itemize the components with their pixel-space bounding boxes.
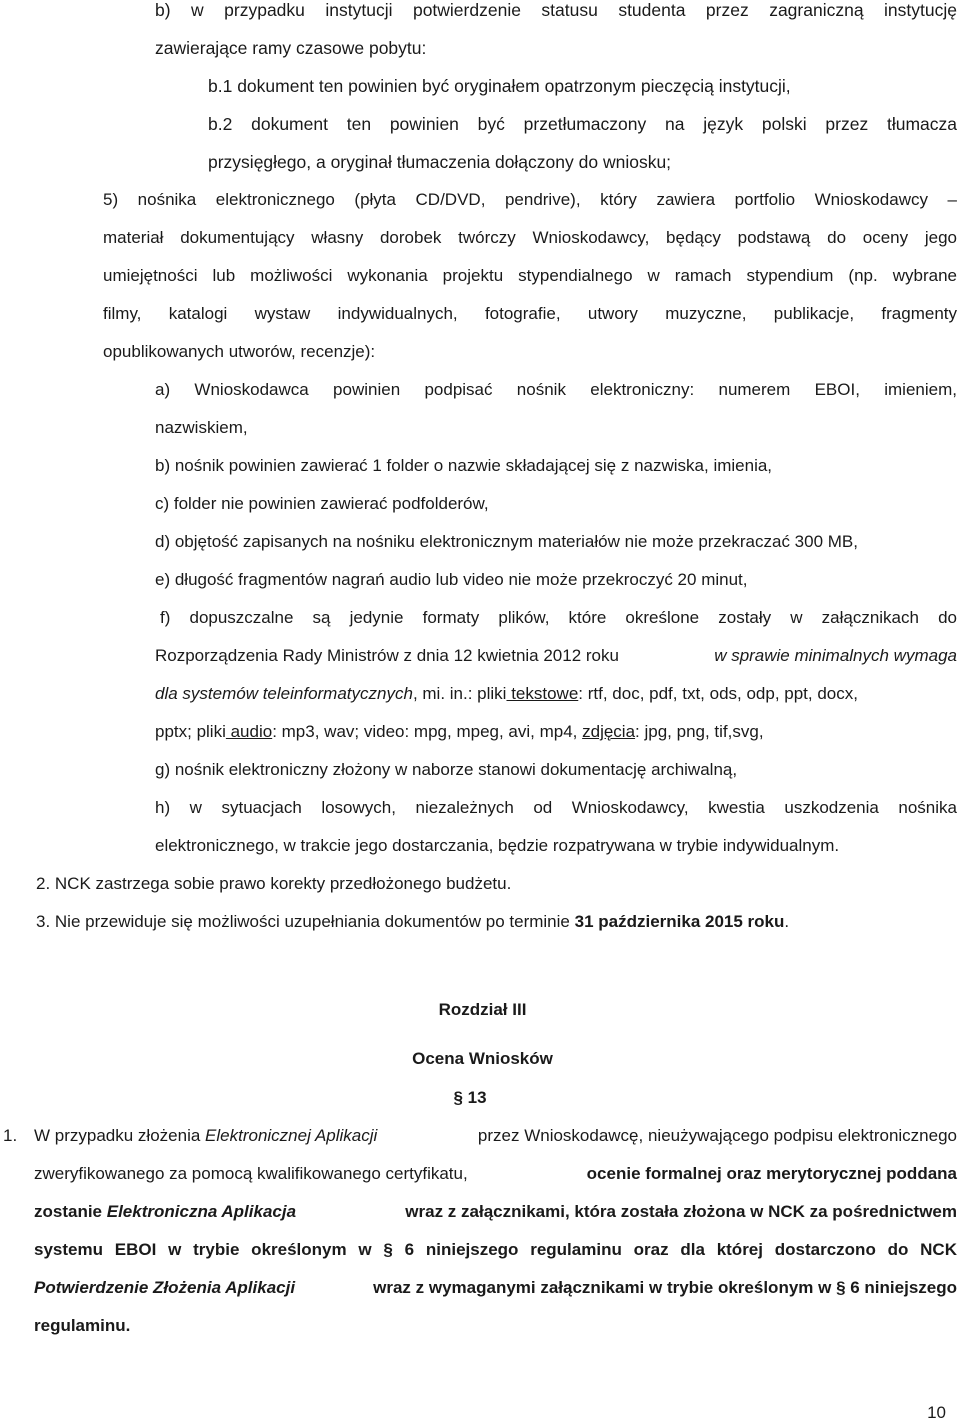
- item-b2-line1: b.2 dokument ten powinien być przetłumaczony na język polski przez tłumacza: [208, 114, 957, 134]
- item-5f-line3: [155, 682, 957, 706]
- section13-intro-text: W przypadku złożenia: [34, 1126, 206, 1145]
- electronic-application-term-2: Elektroniczna Aplikacja: [106, 1202, 297, 1221]
- section13-line5: [34, 1276, 957, 1300]
- item-5d: d) objętość zapisanych na nośniku elektronicznym materiałów nie może przekraczać 300 MB,: [155, 532, 858, 551]
- section-heading: § 13: [453, 1088, 487, 1107]
- item-5h-line1: h) w sytuacjach losowych, niezależnych od Wnioskodawcy, kwestia uszkodzenia nośnika: [155, 798, 957, 817]
- section13-line2-bold: ocenie formalnej oraz merytorycznej poddana: [586, 1164, 957, 1183]
- item-5h-line2: elektronicznego, w trakcie jego dostarczania, będzie rozpatrywana w trybie indywidualnym.: [155, 836, 840, 855]
- section13-line3-rest: wraz z załącznikami, która została złożona w NCK za pośrednictwem: [400, 1202, 957, 1221]
- item-5f-line1: f) dopuszczalne są jedynie formaty plików, które określone zostały w załącznikach do: [160, 608, 957, 627]
- item-2: 2. NCK zastrzega sobie prawo korekty przedłożonego budżetu.: [36, 874, 512, 893]
- section13-line1: [34, 1124, 957, 1148]
- item-b2-line2: przysięgłego, a oryginał tłumaczenia dołączony do wniosku;: [208, 152, 672, 172]
- item-5f-line2: [155, 644, 957, 668]
- audio-video-formats: : mp3, wav; video: mpg, mpeg, avi, mp4,: [272, 722, 583, 741]
- item-b1: b.1 dokument ten powinien być oryginałem opatrzonym pieczęcią instytucji,: [208, 76, 791, 96]
- audio-files-label: audio: [225, 722, 273, 741]
- deadline-date: 31 października 2015 roku: [574, 912, 785, 931]
- page-number: 10: [927, 1403, 946, 1422]
- photo-file-formats: : jpg, png, tif,svg,: [635, 722, 764, 741]
- section13-line1-prefix: [34, 1124, 377, 1148]
- text-files-label: tekstowe: [506, 684, 579, 703]
- item-5f-line4: [155, 720, 764, 744]
- item-5-line4: filmy, katalogi wystaw indywidualnych, fotografie, utwory muzyczne, publikacje, fragmenty: [103, 304, 957, 323]
- file-types-intro: , mi. in.: pliki: [412, 684, 507, 703]
- item-3-period: .: [784, 912, 790, 931]
- item-5-line3: umiejętności lub możliwości wykonania projektu stypendialnego w ramach stypendium (np. wybrane: [103, 266, 957, 285]
- item-b-line2: zawierające ramy czasowe pobytu:: [155, 38, 427, 58]
- item-5-line5: opublikowanych utworów, recenzje):: [103, 342, 376, 361]
- item-5-line2: materiał dokumentujący własny dorobek twórczy Wnioskodawcy, będący podstawą do oceny jego: [103, 228, 957, 247]
- item-5e: e) długość fragmentów nagrań audio lub video nie może przekroczyć 20 minut,: [155, 570, 748, 589]
- section13-line3-prefix: [34, 1200, 296, 1224]
- regulation-reference: Rozporządzenia Rady Ministrów z dnia 12 kwietnia 2012 roku: [155, 646, 624, 665]
- item-5a-line2: nazwiskiem,: [155, 418, 248, 437]
- regulation-title-part2: dla systemów teleinformatycznych: [155, 684, 413, 703]
- section13-line5-rest: wraz z wymaganymi załącznikami w trybie określonym w § 6 niniejszego: [368, 1278, 957, 1297]
- item-3: [36, 910, 789, 934]
- section13-line3: [34, 1200, 957, 1224]
- item-5-line1: 5) nośnika elektronicznego (płyta CD/DVD, pendrive), który zawiera portfolio Wnioskodawcy –: [103, 190, 957, 209]
- section13-line1-rest: przez Wnioskodawcę, nieużywającego podpisu elektronicznego: [473, 1126, 957, 1145]
- pptx-files-text: pptx; pliki: [155, 722, 226, 741]
- regulation-title-part1: w sprawie minimalnych wymaga: [714, 646, 957, 665]
- section13-line4: systemu EBOI w trybie określonym w § 6 niniejszego regulaminu oraz dla której dostarczono do NCK: [34, 1240, 957, 1259]
- item-5g: g) nośnik elektroniczny złożony w naborze stanowi dokumentację archiwalną,: [155, 760, 738, 779]
- submission-confirmation-term: Potwierdzenie Złożenia Aplikacji: [34, 1278, 296, 1297]
- section13-line3-word: zostanie: [34, 1202, 107, 1221]
- chapter-subtitle: Ocena Wniosków: [412, 1049, 553, 1068]
- item-5a-line1: a) Wnioskodawca powinien podpisać nośnik elektroniczny: numerem EBOI, imieniem,: [155, 380, 957, 399]
- chapter-title: Rozdział III: [438, 1000, 527, 1019]
- item-5c: c) folder nie powinien zawierać podfolderów,: [155, 494, 489, 513]
- item-b-line1: b) w przypadku instytucji potwierdzenie statusu studenta przez zagraniczną instytucję: [155, 0, 957, 20]
- electronic-application-term: Elektronicznej Aplikacji: [205, 1126, 378, 1145]
- photo-files-label: zdjęcia: [582, 722, 636, 741]
- text-file-formats: : rtf, doc, pdf, txt, ods, odp, ppt, docx,: [578, 684, 858, 703]
- section13-line2: [34, 1162, 957, 1186]
- item-3-text: 3. Nie przewiduje się możliwości uzupełniania dokumentów po terminie: [36, 912, 575, 931]
- section13-item-number: 1.: [3, 1126, 18, 1145]
- section13-line2-text: zweryfikowanego za pomocą kwalifikowanego certyfikatu,: [34, 1164, 473, 1183]
- item-5b: b) nośnik powinien zawierać 1 folder o nazwie składającej się z nazwiska, imienia,: [155, 456, 773, 475]
- section13-line6: regulaminu.: [34, 1316, 131, 1335]
